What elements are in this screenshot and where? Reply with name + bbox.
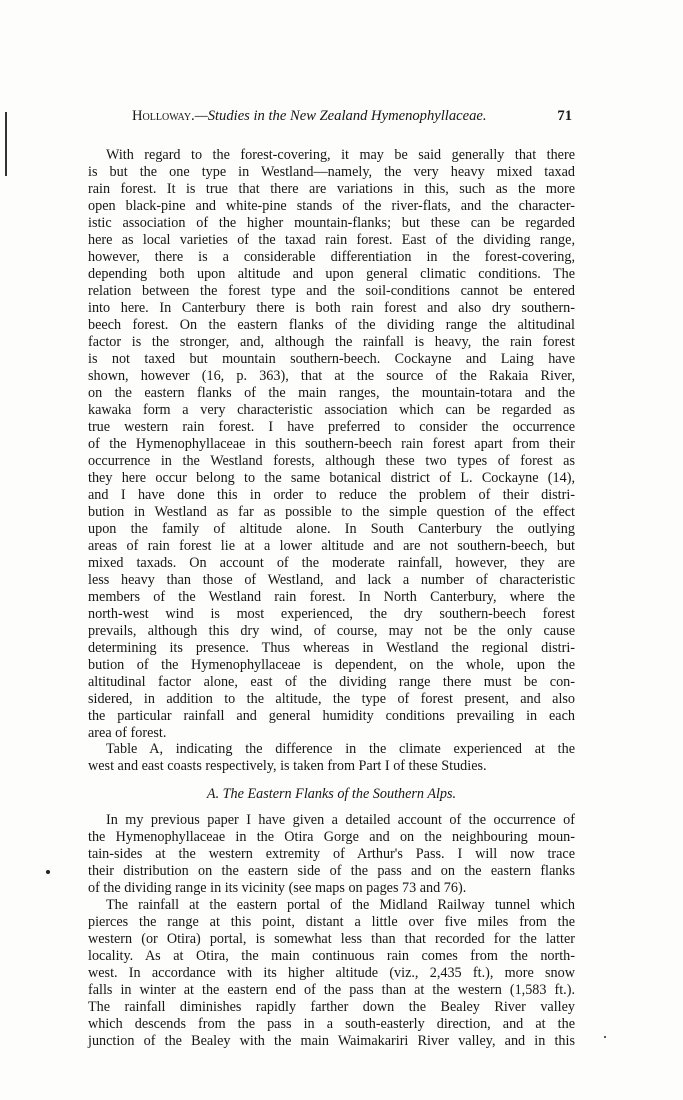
text-line: however, there is a considerable differentiation in the forest-covering,: [88, 249, 575, 265]
text-line: falls in winter at the eastern end of the pass than at the western (1,583 ft.).: [88, 982, 575, 998]
text-line: west and east coasts respectively, is taken from Part I of these Studies.: [88, 758, 487, 774]
page-speck: [604, 1036, 606, 1038]
text-line: determining its presence. Thus whereas in Westland the regional distri-: [88, 640, 575, 656]
text-line: on the eastern flanks of the main ranges, the mountain-totara and the: [88, 385, 575, 401]
text-line: area of forest.: [88, 725, 167, 741]
text-line: members of the Westland rain forest. In North Canterbury, where the: [88, 589, 575, 605]
text-line: western (or Otira) portal, is somewhat less than that recorded for the latter: [88, 931, 575, 947]
text-line: In my previous paper I have given a detailed account of the occurrence of: [106, 812, 575, 828]
text-line: locality. As at Otira, the main continuous rain comes from the north-: [88, 948, 575, 964]
text-line: true western rain forest. I have preferred to consider the occurrence: [88, 419, 575, 435]
text-line: beech forest. On the eastern flanks of the dividing range the altitudinal: [88, 317, 575, 333]
text-line: altitudinal factor alone, east of the dividing range there must be con-: [88, 674, 575, 690]
text-line: shown, however (16, p. 363), that at the source of the Rakaia River,: [88, 368, 575, 384]
text-line: bution in Westland as far as possible to the simple question of the effect: [88, 504, 575, 520]
text-line: open black-pine and white-pine stands of the river-flats, and the character-: [88, 198, 575, 214]
text-line: relation between the forest type and the soil-conditions cannot be entered: [88, 283, 575, 299]
text-line: the Hymenophyllaceae in the Otira Gorge and on the neighbouring moun-: [88, 829, 575, 845]
text-line: occurrence in the Westland forests, although these two types of forest as: [88, 453, 575, 469]
text-line: rain forest. It is true that there are variations in this, such as the more: [88, 181, 575, 197]
text-line: bution of the Hymenophyllaceae is dependent, on the whole, upon the: [88, 657, 575, 673]
header-author: Holloway.: [132, 108, 195, 124]
text-line: areas of rain forest lie at a lower altitude and are not southern-beech, but: [88, 538, 575, 554]
text-line: kawaka form a very characteristic association which can be regarded as: [88, 402, 575, 418]
text-line: of the Hymenophyllaceae in this southern-beech rain forest apart from their: [88, 436, 575, 452]
text-line: into here. In Canterbury there is both rain forest and also dry southern-: [88, 300, 575, 316]
text-line: is not taxed but mountain southern-beech. Cockayne and Laing have: [88, 351, 575, 367]
text-line: here as local varieties of the taxad rain forest. East of the dividing range,: [88, 232, 575, 248]
text-line: The rainfall diminishes rapidly farther down the Bealey River valley: [88, 999, 575, 1015]
text-line: mixed taxads. On account of the moderate rainfall, however, they are: [88, 555, 575, 571]
text-line: sidered, in addition to the altitude, the type of forest present, and also: [88, 691, 575, 707]
text-line: upon the family of altitude alone. In South Canterbury the outlying: [88, 521, 575, 537]
text-line: and I have done this in order to reduce the problem of their distri-: [88, 487, 575, 503]
margin-rule: [5, 112, 7, 176]
text-line: junction of the Bealey with the main Waimakariri River valley, and in this: [88, 1033, 575, 1049]
text-line: which descends from the pass in a south-easterly direction, and at the: [88, 1016, 575, 1032]
text-line: of the dividing range in its vicinity (see maps on pages 73 and 76).: [88, 880, 467, 896]
text-line: The rainfall at the eastern portal of the Midland Railway tunnel which: [106, 897, 575, 913]
text-line: depending both upon altitude and upon general climatic conditions. The: [88, 266, 575, 282]
running-header: [132, 108, 572, 125]
header-title: —Studies in the New Zealand Hymenophyllaceae.: [194, 108, 487, 124]
text-line: north-west wind is most experienced, the dry southern-beech forest: [88, 606, 575, 622]
text-line: Table A, indicating the difference in the climate experienced at the: [106, 741, 575, 757]
text-line: istic association of the higher mountain-flanks; but these can be regarded: [88, 215, 575, 231]
text-line: west. In accordance with its higher altitude (viz., 2,435 ft.), more snow: [88, 965, 575, 981]
text-line: factor is the stronger, and, although the rainfall is heavy, the rain forest: [88, 334, 575, 350]
text-line: their distribution on the eastern side of the pass and on the eastern flanks: [88, 863, 575, 879]
text-line: they here occur belong to the same botanical district of L. Cockayne (14),: [88, 470, 575, 486]
text-line: tain-sides at the western extremity of Arthur's Pass. I will now trace: [88, 846, 575, 862]
text-line: is but the one type in Westland—namely, the very heavy mixed taxad: [88, 164, 575, 180]
section-heading: A. The Eastern Flanks of the Southern Alps.: [206, 786, 457, 802]
text-line: less heavy than those of Westland, and lack a number of characteristic: [88, 572, 575, 588]
text-line: pierces the range at this point, distant a little over five miles from the: [88, 914, 575, 930]
text-line: prevails, although this dry wind, of course, may not be the only cause: [88, 623, 575, 639]
margin-dot: [46, 870, 50, 874]
page-number: 71: [557, 108, 572, 124]
text-line: the particular rainfall and general humidity conditions prevailing in each: [88, 708, 575, 724]
text-line: With regard to the forest-covering, it may be said generally that there: [106, 147, 575, 163]
